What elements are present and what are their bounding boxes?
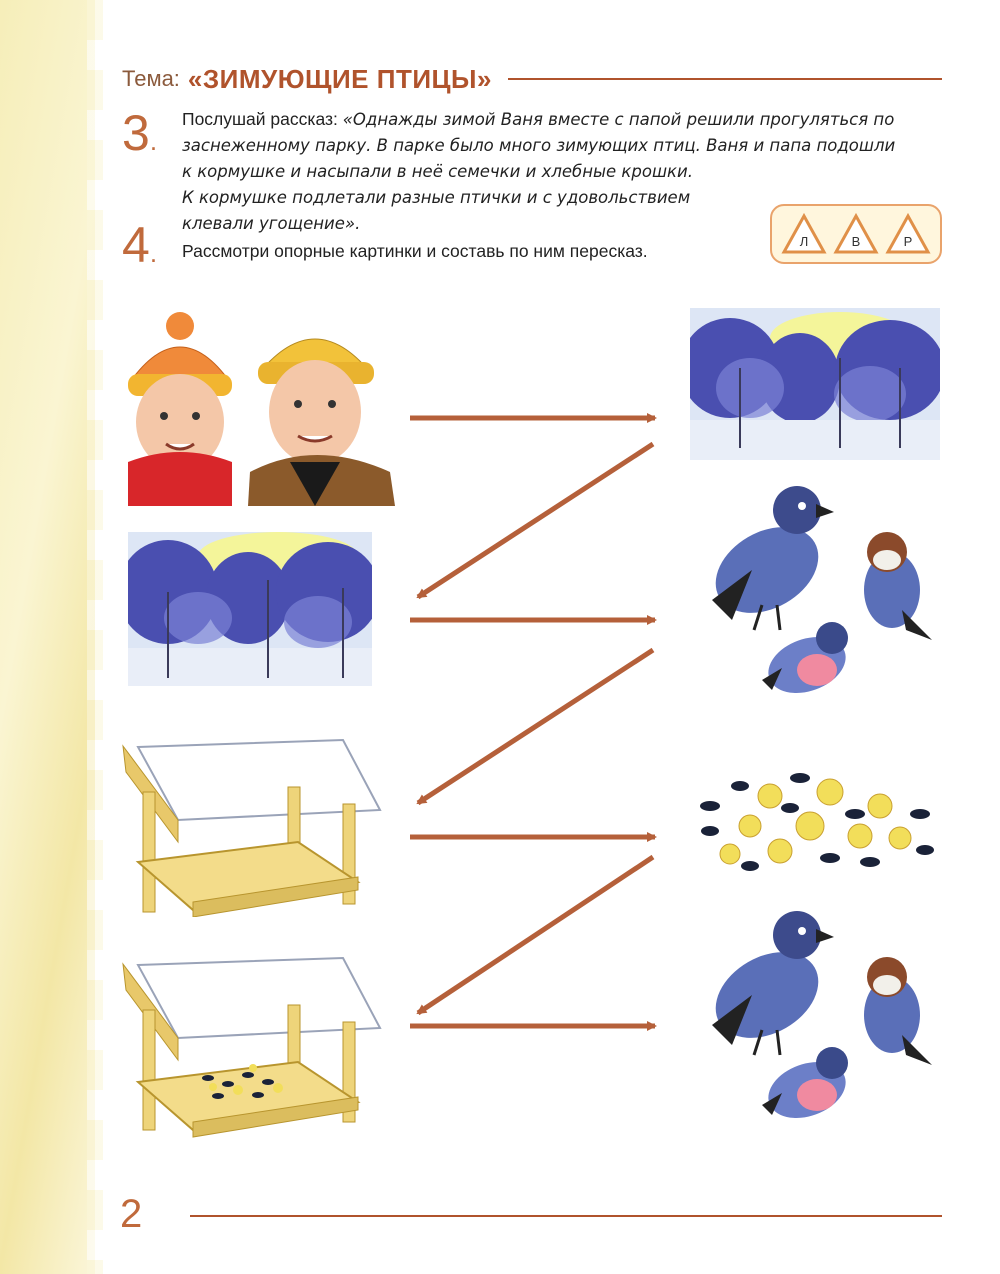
birds-picture xyxy=(692,480,937,712)
arrow-diag-1 xyxy=(418,444,653,597)
father-figure xyxy=(248,339,395,506)
bird-feeder-picture xyxy=(118,732,383,917)
crow-figure xyxy=(700,486,834,630)
task-4-digit: 4 xyxy=(122,217,150,273)
task-3-intro: Послушай рассказ: xyxy=(182,109,338,129)
footer-divider xyxy=(190,1215,942,1217)
arrow-diag-3 xyxy=(418,857,653,1013)
arrow-diag-2 xyxy=(418,650,653,803)
story-line-2: заснеженному парку. В парке было много зимующих птиц. Ваня и папа подошли xyxy=(182,136,896,155)
task-4-number: 4. xyxy=(122,217,158,273)
badge-letter-v: В xyxy=(851,234,861,249)
story-line-1: «Однажды зимой Ваня вместе с папой решили прогуляться по xyxy=(342,110,895,129)
task-3-digit: 3 xyxy=(122,105,150,161)
story-line-3: к кормушке и насыпали в неё семечки и хлебные крошки. xyxy=(182,162,693,181)
page-number: 2 xyxy=(120,1192,143,1236)
boy-figure xyxy=(128,312,232,506)
badge-letter-r: Р xyxy=(903,234,913,249)
task-3-number: 3. xyxy=(122,105,158,161)
story-line-5: клевали угощение». xyxy=(182,214,361,233)
theme-label: Тема: xyxy=(122,66,180,91)
story-line-4: К кормушке подлетали разные птички и с удовольствием xyxy=(182,188,691,207)
winter-park-picture-2 xyxy=(128,532,372,686)
task-4-text: Рассмотри опорные картинки и составь по ним пересказ. xyxy=(182,241,648,261)
seeds-and-crumbs-picture xyxy=(690,766,940,878)
boy-and-father-picture xyxy=(120,312,400,506)
bullfinch-figure xyxy=(761,622,854,703)
sparrow-figure xyxy=(864,532,932,640)
birds-picture-2 xyxy=(692,905,937,1137)
theme-title: «ЗИМУЮЩИЕ ПТИЦЫ» xyxy=(187,63,492,94)
winter-park-picture xyxy=(690,308,940,460)
badge-letter-l: Л xyxy=(799,234,809,249)
feeder-with-food-picture xyxy=(118,950,383,1140)
